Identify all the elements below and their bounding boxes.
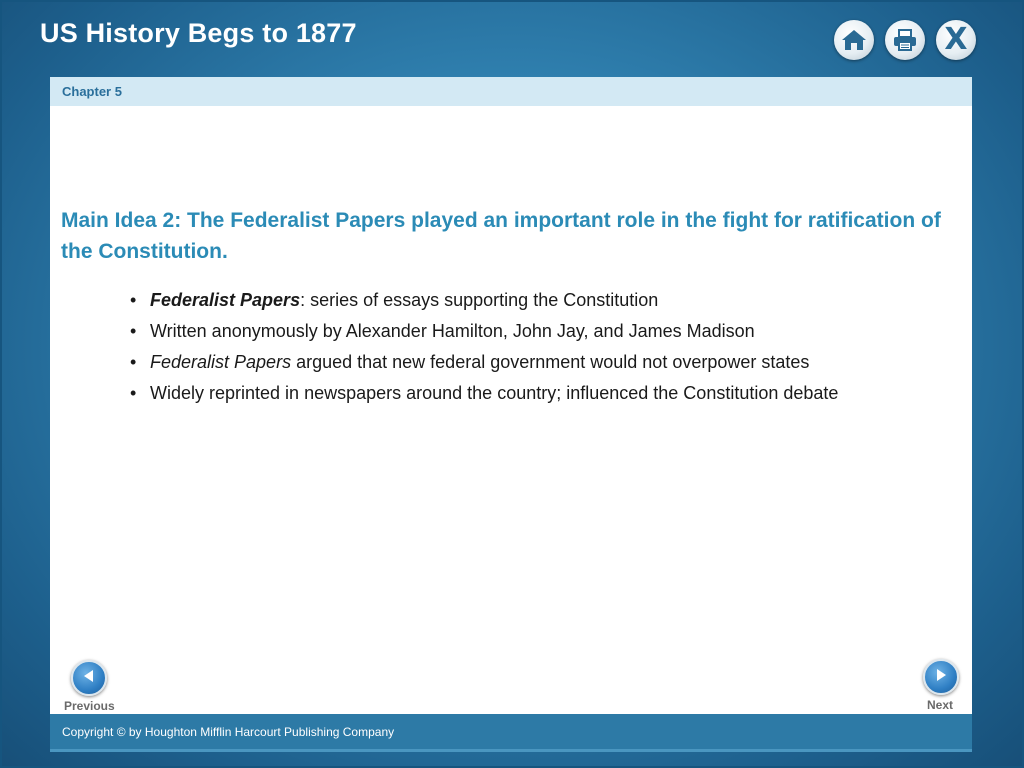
content-panel <box>50 77 972 714</box>
close-icon: X <box>944 22 968 57</box>
list-item <box>130 285 838 316</box>
arrow-right-icon <box>934 668 948 687</box>
home-button[interactable] <box>834 20 874 60</box>
bullet-icon: • <box>130 352 137 372</box>
chapter-label: Chapter 5 <box>62 84 122 99</box>
list-item <box>130 316 838 347</box>
footer-bar <box>50 714 972 752</box>
previous-button[interactable] <box>71 660 107 696</box>
bullet-lead-text: Federalist Papers <box>150 352 292 372</box>
bullet-icon: • <box>130 383 137 403</box>
list-item <box>130 347 838 378</box>
bullet-lead-text: Federalist Papers <box>150 290 301 310</box>
bullet-text: Widely reprinted in newspapers around the country; influenced the Constitution debate <box>150 383 839 403</box>
printer-icon <box>892 28 918 52</box>
arrow-left-icon <box>82 669 96 688</box>
next-button[interactable] <box>923 659 959 695</box>
bullet-list <box>130 285 838 409</box>
main-idea-heading: Main Idea 2: The Federalist Papers played an important role in the fight for ratification of the Constitution. <box>61 209 941 263</box>
next-label[interactable]: Next <box>927 698 954 712</box>
close-button[interactable] <box>936 20 976 60</box>
previous-label[interactable]: Previous <box>64 699 115 713</box>
list-item <box>130 378 838 409</box>
home-icon <box>841 28 867 52</box>
app-title: US History Begs to 1877 <box>40 18 357 48</box>
print-button[interactable] <box>885 20 925 60</box>
copyright-text: Copyright © by Houghton Mifflin Harcourt Publishing Company <box>62 724 395 739</box>
chapter-bar <box>50 77 972 106</box>
bullet-icon: • <box>130 290 137 310</box>
bullet-text: Written anonymously by Alexander Hamilton, John Jay, and James Madison <box>150 321 755 341</box>
bullet-icon: • <box>130 321 137 341</box>
bullet-text: argued that new federal government would not overpower states <box>291 352 810 372</box>
bullet-text: : series of essays supporting the Constitution <box>300 290 659 310</box>
toolbar <box>834 20 976 60</box>
